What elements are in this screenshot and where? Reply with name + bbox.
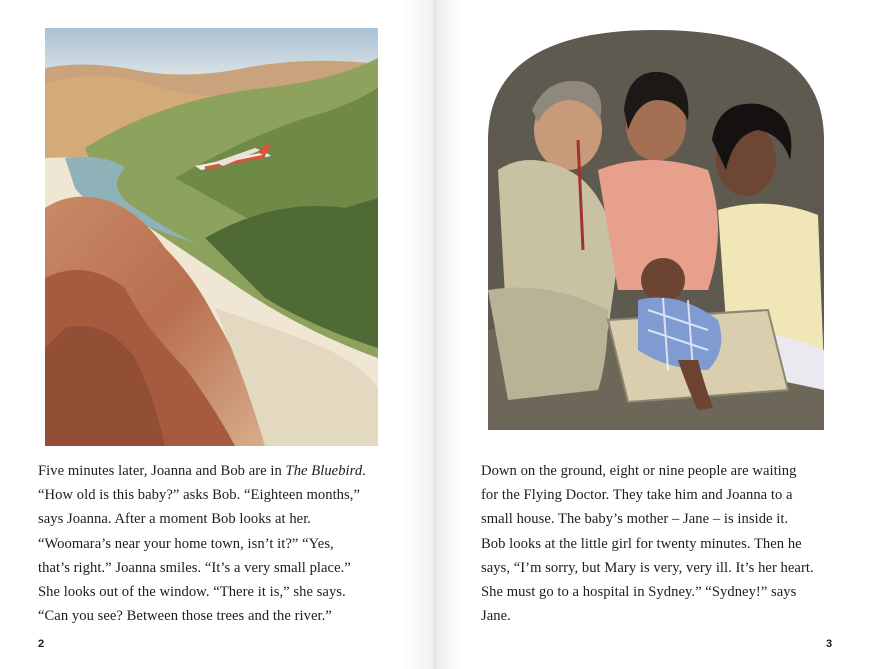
right-text-line: Jane. [481, 608, 511, 625]
left-text-line: Five minutes later, Joanna and Bob are in The Bluebird. [38, 463, 366, 479]
landscape-illustration [45, 28, 378, 446]
right-text-line: She must go to a hospital in Sydney.” “Sydney!” says [481, 584, 797, 601]
left-page-text [38, 459, 418, 628]
left-text-line: “How old is this baby?” asks Bob. “Eighteen months,” [38, 487, 360, 504]
left-text-line: “Woomara’s near your home town, isn’t it?” “Yes, [38, 535, 334, 552]
left-text-line: “Can you see? Between those trees and the river.” [38, 608, 332, 625]
left-text-line: She looks out of the window. “There it is,” she says. [38, 584, 346, 601]
page-number-right: 3 [826, 638, 833, 650]
right-text-line: for the Flying Doctor. They take him and Joanna to a [481, 487, 793, 504]
right-text-line: Bob looks at the little girl for twenty minutes. Then he [481, 535, 802, 552]
page-number-left: 2 [38, 638, 45, 650]
right-text-line: small house. The baby’s mother – Jane – is inside it. [481, 511, 789, 528]
left-text-line: says Joanna. After a moment Bob looks at her. [38, 511, 311, 528]
right-text-line: says, “I’m sorry, but Mary is very, very ill. It’s her heart. [481, 559, 814, 576]
left-text-line: that’s right.” Joanna smiles. “It’s a very small place.” [38, 559, 351, 576]
book-gutter [433, 0, 437, 669]
right-text-line: Down on the ground, eight or nine people are waiting [481, 463, 797, 479]
right-page-text [481, 459, 856, 628]
doctor-baby-illustration [488, 30, 824, 430]
